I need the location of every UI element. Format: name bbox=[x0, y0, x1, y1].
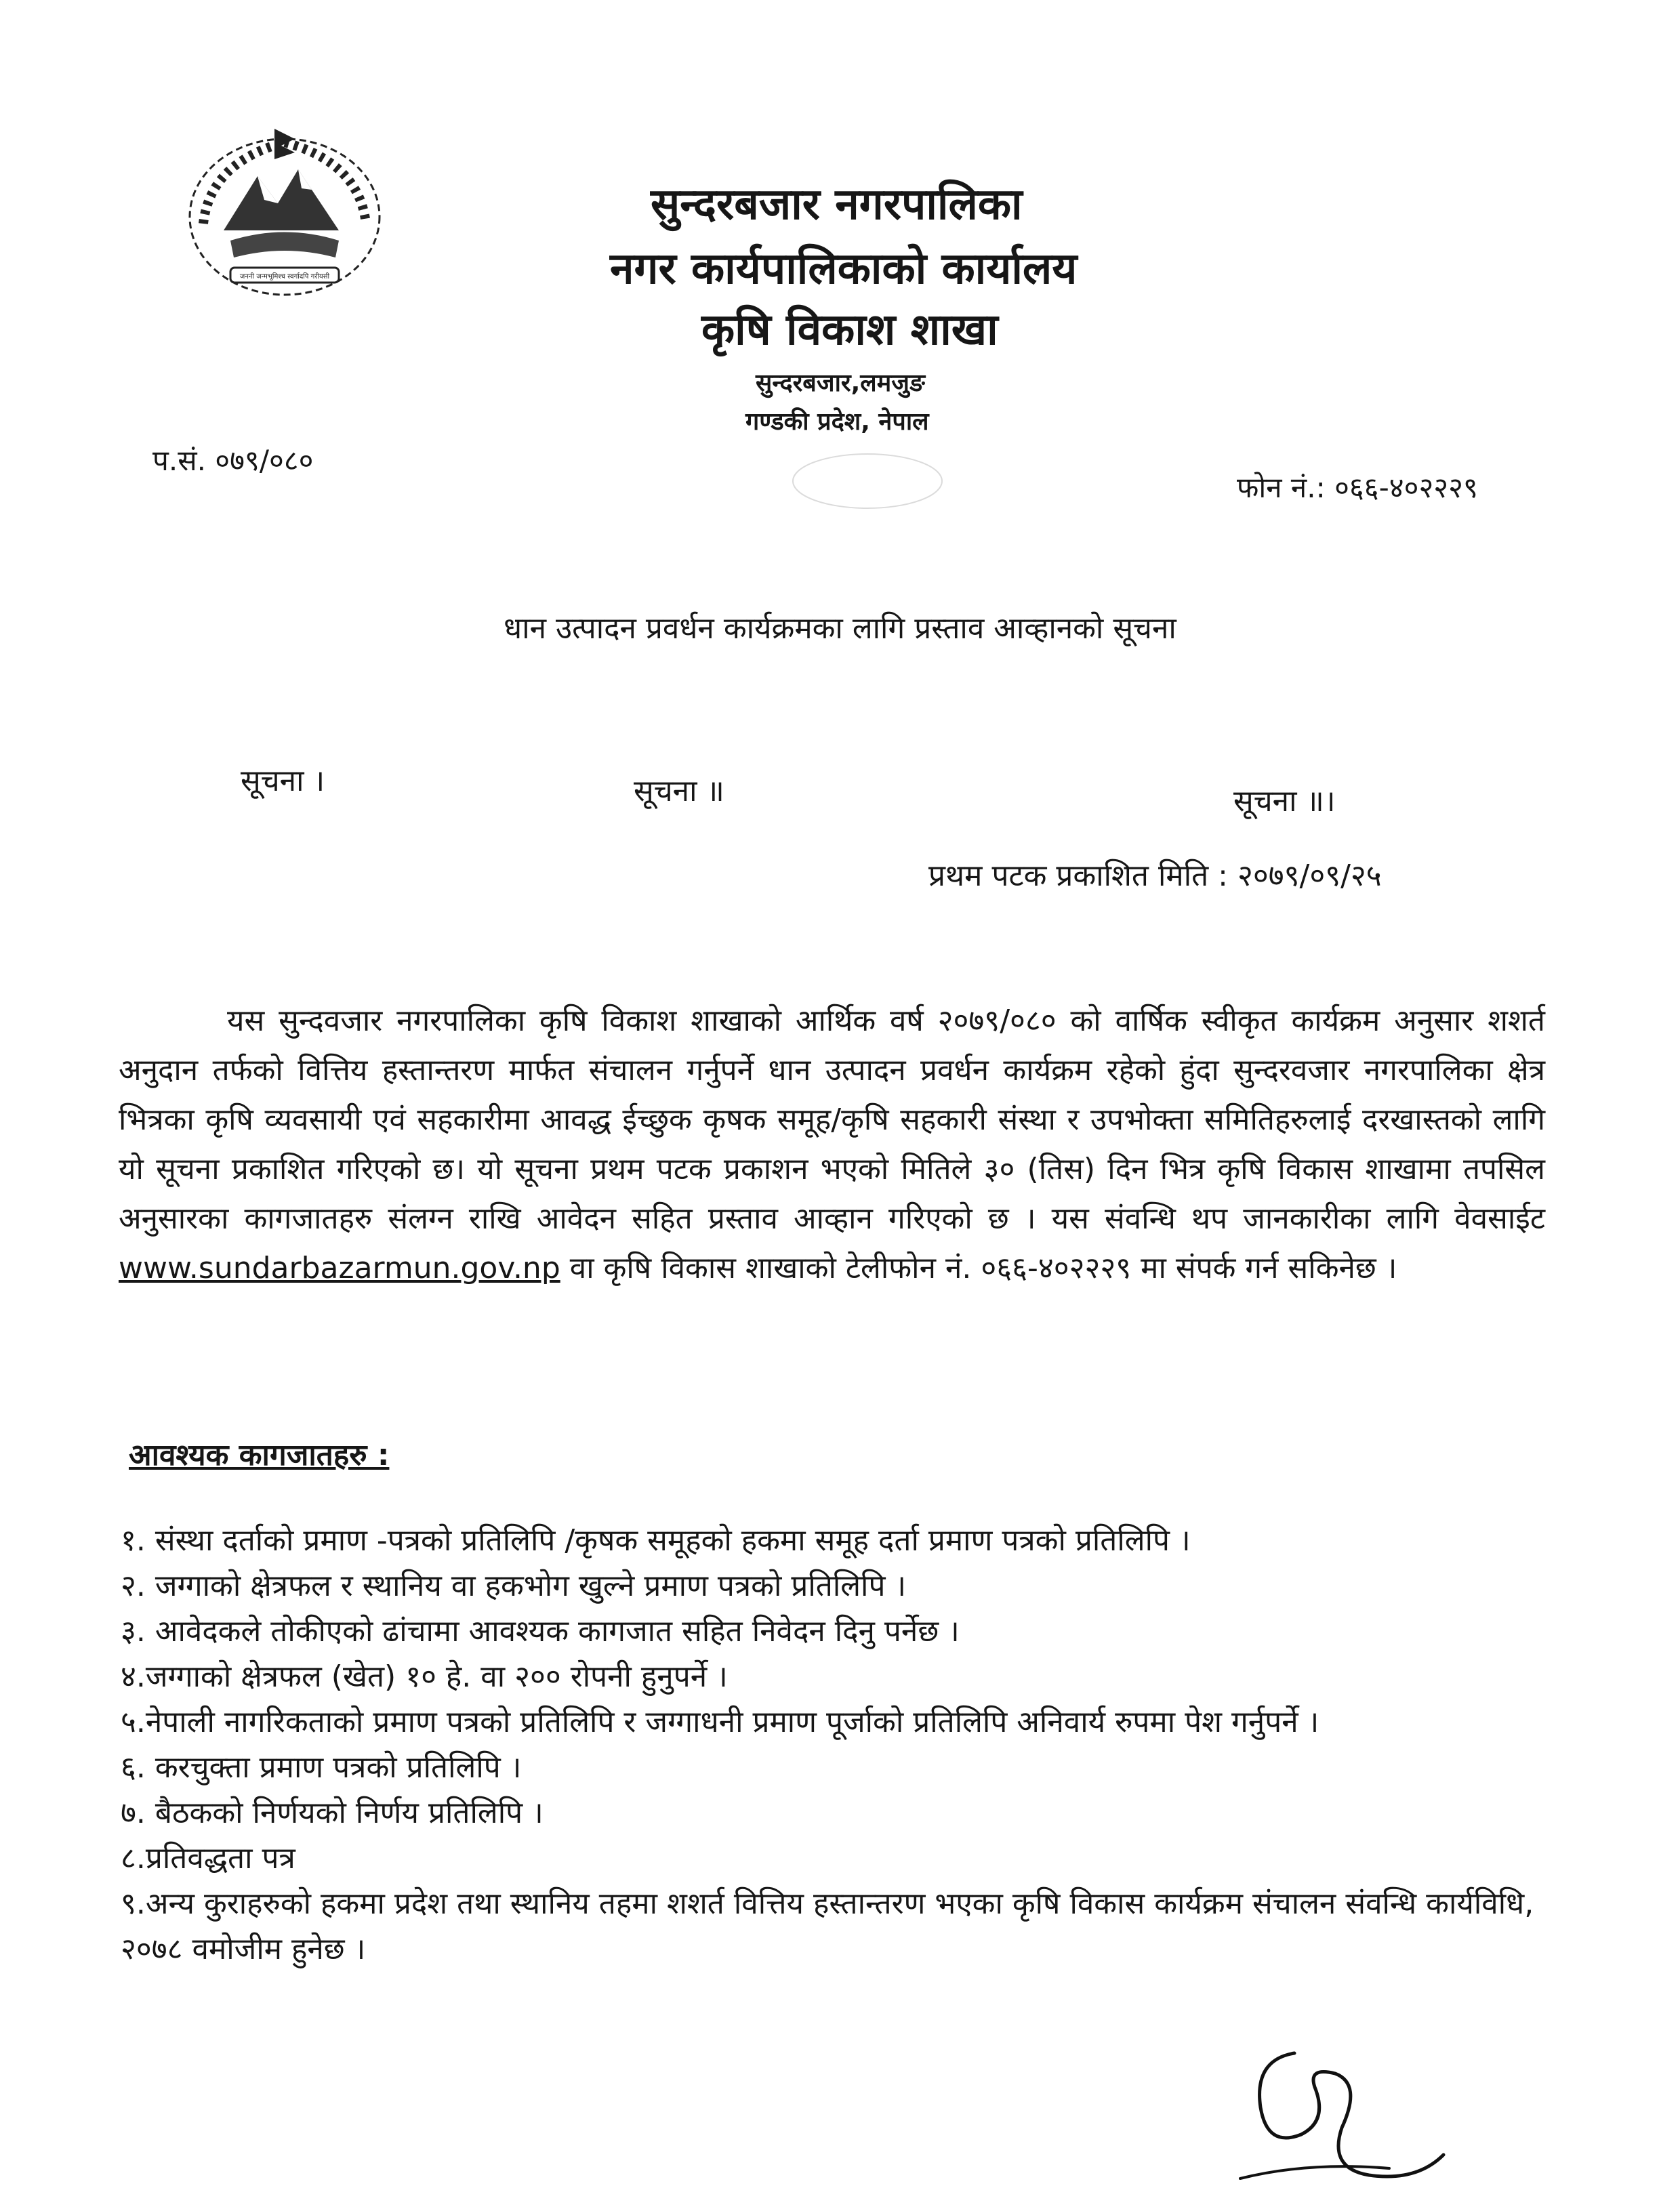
notice-label-1: सूचना । bbox=[241, 764, 325, 798]
faint-stamp-mark bbox=[786, 447, 949, 515]
emblem-caption: जननी जन्मभूमिश्च स्वर्गादपि गरीयसी bbox=[239, 273, 330, 281]
website-link[interactable]: www.sundarbazarmun.gov.np bbox=[119, 1251, 560, 1285]
requirement-item-9: ९.अन्य कुराहरुको हकमा प्रदेश तथा स्थानिय तहमा शशर्त वित्तिय हस्तान्तरण भएका कृषि विकास कार्यक्रम संचालन संवन्धि कार्यविधि, २०७८ वमोजीम हुनेछ । bbox=[121, 1886, 1534, 1966]
requirement-item-5: ५.नेपाली नागरिकताको प्रमाण पत्रको प्रतिलिपि र जग्गाधनी प्रमाण पूर्जाको प्रतिलिपि अनिवार्य रुपमा पेश गर्नुपर्ने । bbox=[121, 1705, 1319, 1739]
notice-label-2: सूचना ॥ bbox=[634, 774, 724, 808]
nepal-emblem-logo bbox=[183, 122, 386, 305]
body-text-intro: यस सुन्दवजार नगरपालिका कृषि विकाश शाखाको आर्थिक वर्ष २०७९/०८० को वार्षिक स्वीकृत कार्यक्रम अनुसार शशर्त अनुदान तर्फको वित्तिय हस्तान्तरण मार्फत संचालन गर्नुपर्ने धान उत्पादन प्रवर्धन कार्यक्रम रहेको हुंदा सुन्दरवजार नगरपालिका क्षेत्र भित्रका कृषि व्यवसायी एवं सहकारीमा आवद्ध ईच्छुक कृषक समूह/कृषि सहकारी संस्था र उपभोक्ता समितिहरुलाई दरखास्तको लागि यो सूचना प्रकाशित गरिएको छ। यो सूचना प्रथम पटक प्रकाशन भएको मितिले ३० (तिस) दिन भित्र कृषि विकास शाखामा तपसिल अनुसारका कागजातहरु संलग्न राखि आवेदन सहित प्रस्ताव आव्हान गरिएको छ । यस संवन्धि थप जानकारीका लागि वेवसाईट bbox=[119, 1004, 1545, 1236]
handwritten-signature bbox=[1213, 2033, 1498, 2188]
address-line-1: सुन्दरबजार,लमजुङ bbox=[756, 369, 925, 397]
office-title: नगर कार्यपालिकाको कार्यालय bbox=[610, 244, 1078, 294]
notice-label-3: सूचना ॥। bbox=[1233, 784, 1336, 819]
municipality-title: सुन्दरबजार नगरपालिका bbox=[651, 180, 1023, 230]
body-text-contact: वा कृषि विकास शाखाको टेलीफोन नं. ०६६-४०२२२९ मा संपर्क गर्न सकिनेछ । bbox=[569, 1251, 1397, 1285]
requirement-item-3: ३. आवेदकले तोकीएको ढांचामा आवश्यक कागजात सहित निवेदन दिनु पर्नेछ । bbox=[121, 1614, 960, 1649]
notice-body bbox=[119, 996, 1545, 1293]
documents-heading: आवश्यक कागजातहरु : bbox=[129, 1438, 390, 1472]
requirement-item-7: ७. बैठकको निर्णयको निर्णय प्रतिलिपि । bbox=[121, 1796, 544, 1830]
reference-number: प.सं. ०७९/०८० bbox=[152, 444, 314, 477]
requirement-item-4: ४.जग्गाको क्षेत्रफल (खेत) १० हे. वा २०० रोपनी हुनुपर्ने । bbox=[121, 1659, 728, 1694]
requirement-item-1: १. संस्था दर्ताको प्रमाण -पत्रको प्रतिलिपि /कृषक समूहको हकमा समूह दर्ता प्रमाण पत्रको प्रतिलिपि । bbox=[121, 1523, 1191, 1558]
requirement-item-8: ८.प्रतिवद्धता पत्र bbox=[121, 1841, 295, 1876]
branch-title: कृषि विकाश शाखा bbox=[701, 305, 998, 355]
requirements-list bbox=[121, 1518, 1537, 1972]
notice-subject: धान उत्पादन प्रवर्धन कार्यक्रमका लागि प्रस्ताव आव्हानको सूचना bbox=[504, 611, 1176, 646]
requirement-item-6: ६. करचुक्ता प्रमाण पत्रको प्रतिलिपि । bbox=[121, 1750, 522, 1785]
requirement-item-2: २. जग्गाको क्षेत्रफल र स्थानिय वा हकभोग खुल्ने प्रमाण पत्रको प्रतिलिपि । bbox=[121, 1569, 907, 1603]
address-line-2: गण्डकी प्रदेश, नेपाल bbox=[745, 408, 929, 436]
published-date: प्रथम पटक प्रकाशित मिति : २०७९/०९/२५ bbox=[928, 859, 1382, 893]
phone-number: फोन नं.: ०६६-४०२२२९ bbox=[1237, 471, 1478, 504]
